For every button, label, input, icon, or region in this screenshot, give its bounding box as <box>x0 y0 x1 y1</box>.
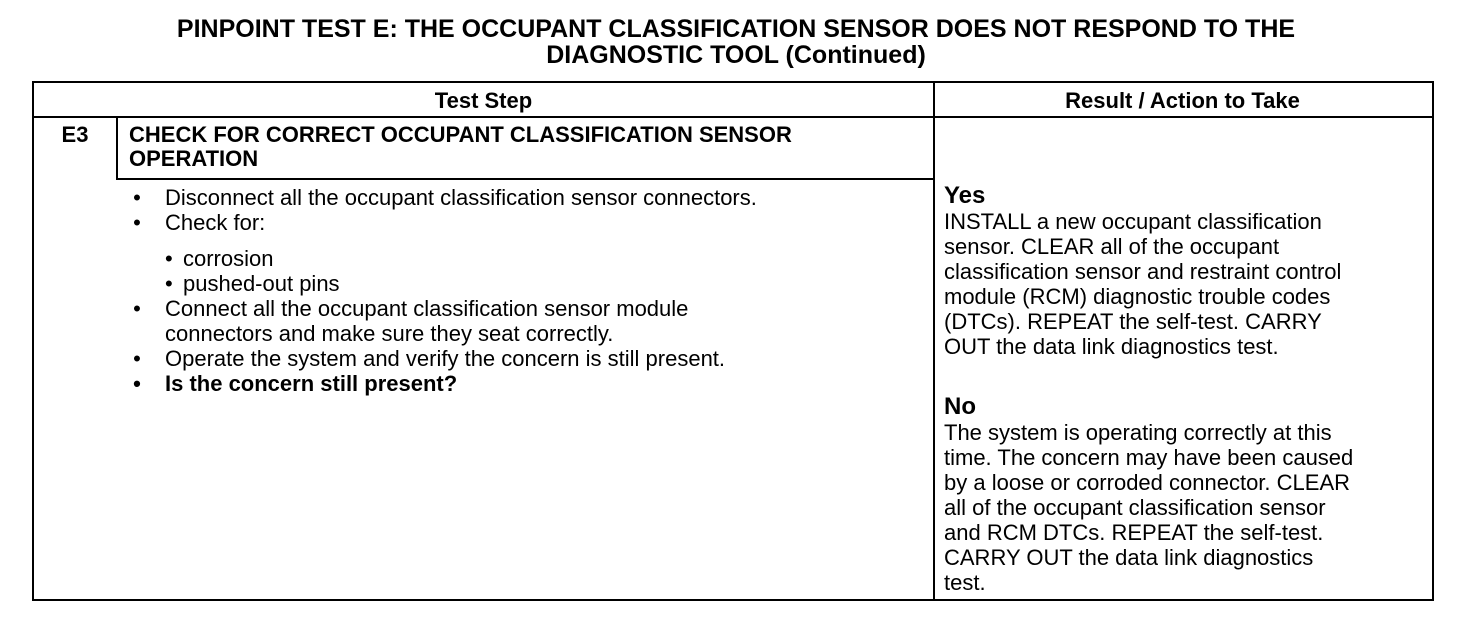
result-yes-line: OUT the data link diagnostics test. <box>944 334 1279 359</box>
result-no-line: by a loose or corroded connector. CLEAR <box>944 470 1351 495</box>
list-item <box>127 296 927 346</box>
sub-item-text: corrosion <box>183 246 274 271</box>
instruction-text: Operate the system and verify the concern is still present. <box>165 346 726 371</box>
bullet: • <box>165 246 173 271</box>
result-no-line: all of the occupant classification sensor <box>944 495 1326 520</box>
step-id-divider <box>116 118 118 180</box>
sub-item-text: pushed-out pins <box>183 271 340 296</box>
sub-list-item <box>165 246 927 271</box>
bullet: • <box>133 210 141 235</box>
result-yes <box>944 183 1424 359</box>
step-id: E3 <box>61 122 89 147</box>
title-line-1: PINPOINT TEST E: THE OCCUPANT CLASSIFICATION SENSOR DOES NOT RESPOND TO THE <box>176 15 1296 43</box>
list-item <box>127 185 927 210</box>
result-no-line: CARRY OUT the data link diagnostics <box>944 545 1314 570</box>
column-divider <box>933 83 935 599</box>
step-title-line-2: OPERATION <box>129 146 259 171</box>
list-item <box>127 346 927 371</box>
page-title <box>60 16 1412 68</box>
list-item-question <box>127 371 927 396</box>
bullet: • <box>133 371 141 396</box>
bullet: • <box>133 185 141 210</box>
result-no <box>944 394 1424 595</box>
result-no-line: and RCM DTCs. REPEAT the self-test. <box>944 520 1324 545</box>
result-yes-label: Yes <box>944 182 986 209</box>
instruction-text-continued: connectors and make sure they seat correctly. <box>165 321 614 346</box>
title-line-2: DIAGNOSTIC TOOL (Continued) <box>546 41 926 69</box>
check-for-sublist <box>127 246 927 296</box>
result-no-line: time. The concern may have been caused <box>944 445 1354 470</box>
result-yes-line: INSTALL a new occupant classification <box>944 209 1322 234</box>
result-yes-line: module (RCM) diagnostic trouble codes <box>944 284 1331 309</box>
instruction-text: Connect all the occupant classification sensor module <box>165 296 689 321</box>
sub-list-item <box>165 271 927 296</box>
result-yes-line: classification sensor and restraint control <box>944 259 1342 284</box>
pinpoint-test-table <box>32 81 1434 601</box>
result-no-label: No <box>944 393 976 420</box>
header-test-step: Test Step <box>34 83 933 118</box>
result-yes-line: (DTCs). REPEAT the self-test. CARRY <box>944 309 1322 334</box>
header-result-action: Result / Action to Take <box>933 83 1432 118</box>
list-item <box>127 210 927 235</box>
bullet: • <box>133 296 141 321</box>
instruction-text: Disconnect all the occupant classification sensor connectors. <box>165 185 757 210</box>
step-title-line-1: CHECK FOR CORRECT OCCUPANT CLASSIFICATION SENSOR <box>129 122 792 147</box>
step-instructions <box>127 185 927 396</box>
bullet: • <box>165 271 173 296</box>
result-yes-line: sensor. CLEAR all of the occupant <box>944 234 1280 259</box>
step-title <box>129 123 929 171</box>
result-no-line: test. <box>944 570 986 595</box>
result-no-line: The system is operating correctly at this <box>944 420 1332 445</box>
instruction-text: Check for: <box>165 210 266 235</box>
question-text: Is the concern still present? <box>165 371 458 396</box>
step-title-divider <box>116 178 933 180</box>
bullet: • <box>133 346 141 371</box>
